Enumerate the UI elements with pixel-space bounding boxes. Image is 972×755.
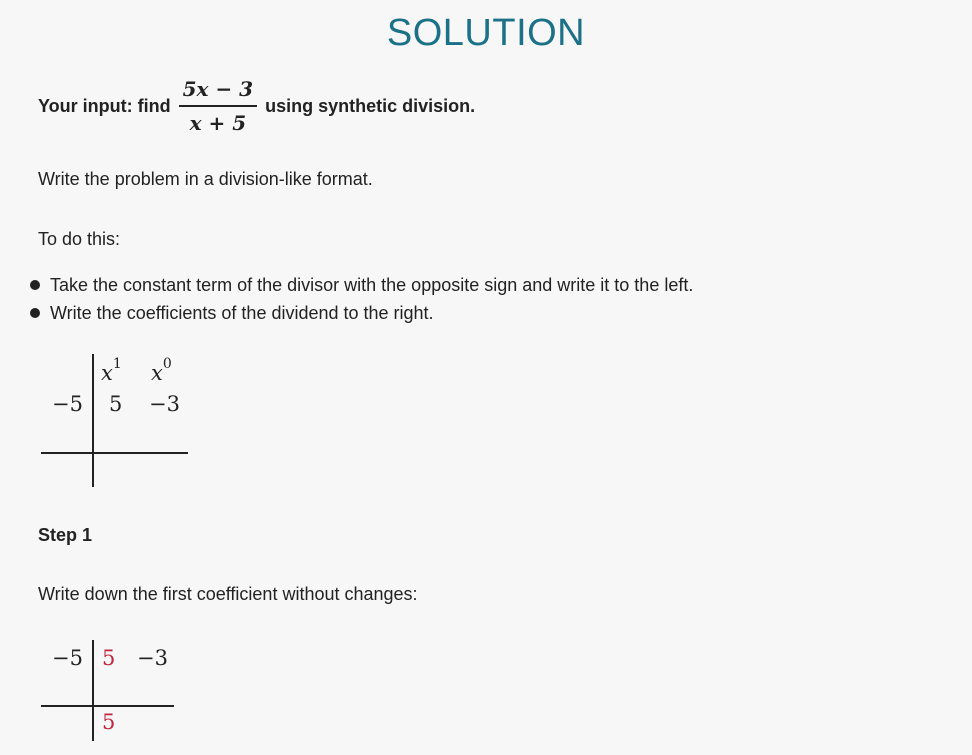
horizontal-divider — [41, 705, 174, 707]
fraction-numerator: 5x − 3 — [182, 77, 254, 101]
page-title: SOLUTION — [386, 12, 586, 54]
coefficient-cell: −3 — [149, 392, 180, 416]
divisor-value: −5 — [52, 646, 83, 670]
input-suffix: using synthetic division. — [265, 95, 476, 116]
input-fraction — [179, 77, 257, 135]
coefficient-cell-highlight: 5 — [102, 646, 116, 670]
header-x1: $x^1$ — [101, 356, 122, 385]
header-x0: $x^0$ — [151, 356, 172, 385]
step-heading: Step 1 — [38, 525, 93, 545]
coefficient-cell: −3 — [137, 646, 168, 670]
result-cell: 5 — [102, 710, 116, 734]
horizontal-divider — [41, 452, 188, 454]
input-statement — [38, 76, 475, 136]
vertical-divider — [92, 354, 94, 487]
list-item: Take the constant term of the divisor with the opposite sign and write it to the left. — [30, 272, 693, 300]
step-text: Write down the first coefficient without changes: — [38, 584, 418, 604]
coefficient-cell: 5 — [109, 392, 123, 416]
input-prefix: Your input: find — [38, 95, 171, 116]
intro-text: Write the problem in a division-like format. — [38, 169, 373, 189]
divisor-value: −5 — [52, 392, 83, 416]
fraction-denominator: x + 5 — [189, 111, 247, 135]
list-item: Write the coefficients of the dividend to the right. — [30, 300, 693, 328]
instruction-list — [30, 272, 693, 328]
vertical-divider — [92, 640, 94, 741]
todo-text: To do this: — [38, 229, 121, 249]
